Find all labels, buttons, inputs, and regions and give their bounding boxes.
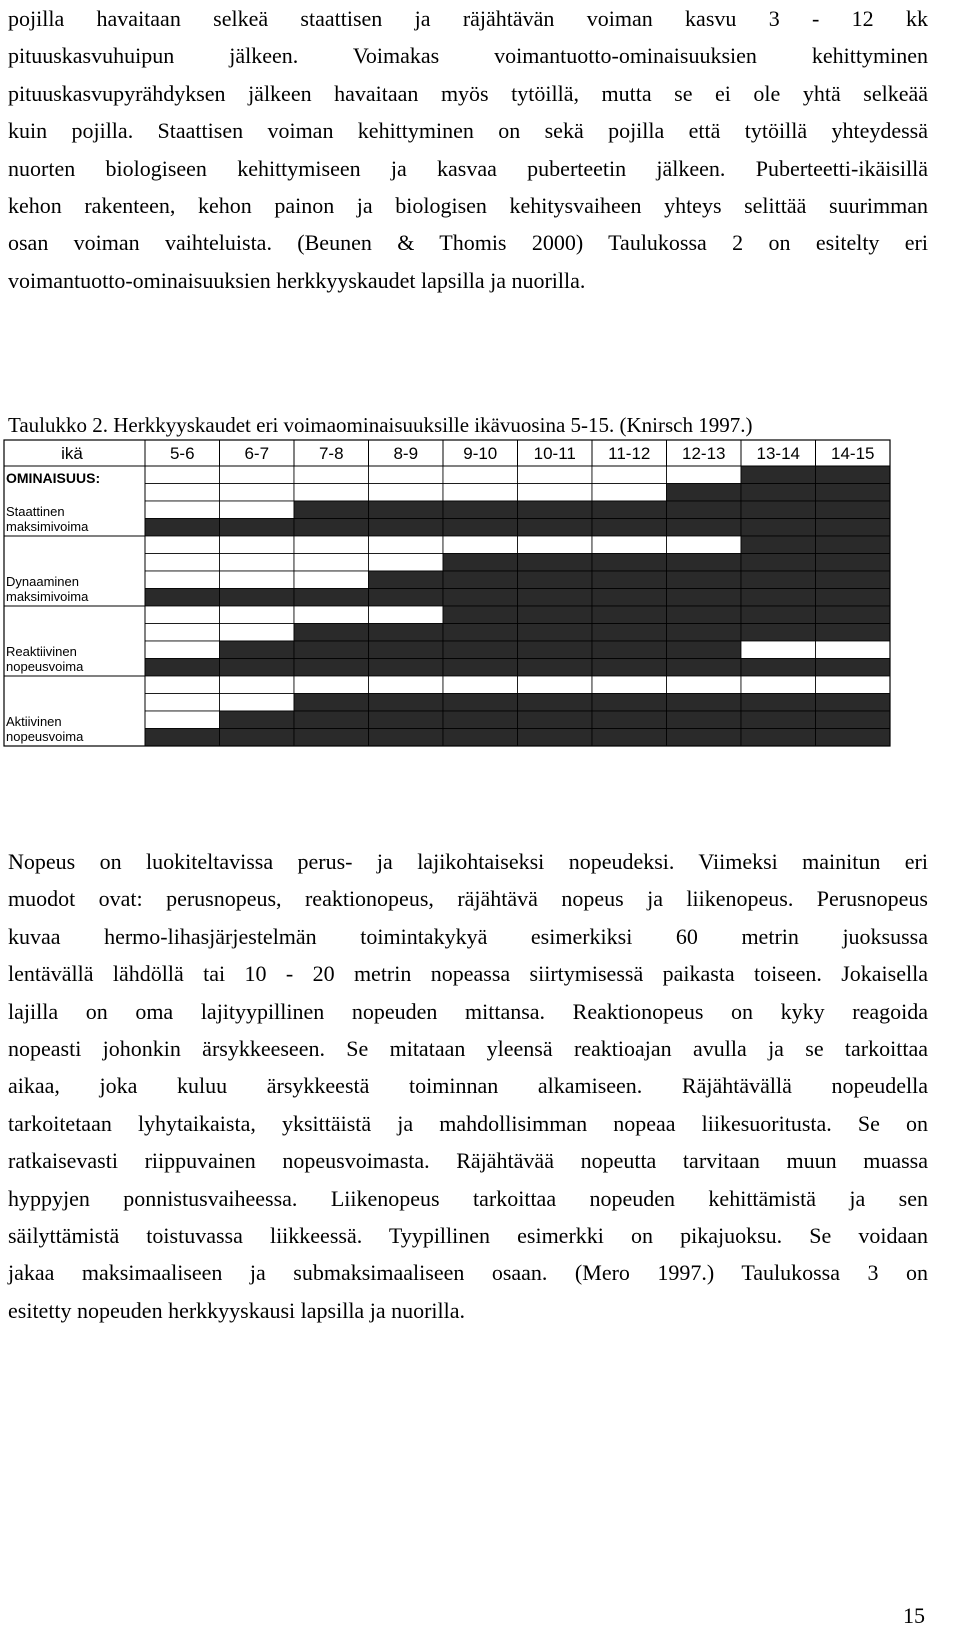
row-label-4-line-1: Aktiivinen [6, 714, 62, 729]
table-cell [443, 624, 518, 642]
table-cell [443, 606, 518, 624]
table-cell [741, 536, 816, 554]
table-cell [443, 676, 518, 694]
table-cell [443, 536, 518, 554]
table-cell [667, 659, 742, 677]
table-cell [220, 729, 295, 747]
table-cell [369, 624, 444, 642]
table-cell [443, 711, 518, 729]
column-header-age-12-13: 12-13 [682, 444, 726, 463]
text-line: osan voiman vaihteluista. (Beunen & Thomis 2000) Taulukossa 2 on esitelty eri [8, 230, 928, 256]
table-cell [220, 501, 295, 519]
table-cell [816, 729, 891, 747]
table-cell [518, 676, 593, 694]
table-cell [667, 501, 742, 519]
row-label-1-line-2: maksimivoima [6, 519, 89, 534]
table-cell [741, 589, 816, 607]
table-cell [220, 519, 295, 537]
table-cell [294, 484, 369, 502]
table-cell [369, 571, 444, 589]
table-cell [816, 554, 891, 572]
table-cell [220, 659, 295, 677]
table-cell [816, 711, 891, 729]
table-cell [369, 536, 444, 554]
table-cell [145, 676, 220, 694]
table-cell [220, 641, 295, 659]
table-cell [220, 711, 295, 729]
table-cell [369, 484, 444, 502]
table-cell [294, 554, 369, 572]
column-header-age-6-7: 6-7 [244, 444, 270, 463]
table-cell [145, 554, 220, 572]
table-cell [145, 694, 220, 712]
table-cell [294, 589, 369, 607]
table-cell [592, 589, 667, 607]
text-line: kuvaa hermo-lihasjärjestelmän toimintakykyä esimerkiksi 60 metrin juoksussa [8, 923, 928, 949]
table-cell [220, 554, 295, 572]
table-cell [220, 606, 295, 624]
table-cell [369, 694, 444, 712]
table-cell [592, 624, 667, 642]
table-cell [592, 571, 667, 589]
table-cell [369, 676, 444, 694]
table-cell [741, 711, 816, 729]
table-cell [741, 624, 816, 642]
table-cell [145, 484, 220, 502]
table-cell [294, 606, 369, 624]
table-cell [667, 554, 742, 572]
text-line: hyppyjen ponnistusvaiheessa. Liikenopeus tarkoittaa nopeuden kehittämistä ja sen [8, 1185, 928, 1211]
text-line: voimantuotto-ominaisuuksien herkkyyskaudet lapsilla ja nuorilla. [8, 267, 586, 293]
table-cell [518, 536, 593, 554]
table-cell [369, 729, 444, 747]
table-cell [518, 466, 593, 484]
table-cell [294, 676, 369, 694]
table-cell [145, 729, 220, 747]
table-caption: Taulukko 2. Herkkyyskaudet eri voimaominaisuuksille ikävuosina 5-15. (Knirsch 1997.) [8, 413, 753, 437]
table-cell [443, 641, 518, 659]
row-label-1-line-1: Staattinen [6, 504, 65, 519]
table-cell [816, 694, 891, 712]
table-cell [667, 694, 742, 712]
table-cell [294, 694, 369, 712]
table-cell [145, 624, 220, 642]
table-cell [220, 484, 295, 502]
table-cell [443, 484, 518, 502]
table-cell [294, 501, 369, 519]
text-line: muodot ovat: perusnopeus, reaktionopeus, räjähtävä nopeus ja liikenopeus. Perusnopeus [8, 886, 928, 912]
table-cell [816, 466, 891, 484]
table-cell [741, 659, 816, 677]
table-cell [145, 571, 220, 589]
table-cell [294, 729, 369, 747]
header-age-label: ikä [61, 444, 83, 463]
table-cell [518, 694, 593, 712]
table-cell [369, 589, 444, 607]
table-cell [369, 466, 444, 484]
table-cell [518, 659, 593, 677]
column-header-age-8-9: 8-9 [393, 444, 419, 463]
table-cell [741, 729, 816, 747]
table-cell [294, 571, 369, 589]
column-header-age-14-15: 14-15 [831, 444, 875, 463]
text-line: tarkoitetaan lyhytaikaista, yksittäistä ja mahdollisimman nopeaa liikesuoritusta. Se on [8, 1110, 928, 1136]
row-label-4-line-2: nopeusvoima [6, 729, 84, 744]
table-cell [816, 484, 891, 502]
table-cell [592, 554, 667, 572]
table-cell [145, 659, 220, 677]
table-cell [816, 606, 891, 624]
table-cell [294, 624, 369, 642]
table-cell [145, 606, 220, 624]
table-cell [145, 641, 220, 659]
paragraph-bottom [8, 843, 928, 1329]
table-cell [294, 711, 369, 729]
row-label-3-line-2: nopeusvoima [6, 659, 84, 674]
table-cell [220, 624, 295, 642]
table-cell [816, 676, 891, 694]
table-cell [816, 571, 891, 589]
table-cell [592, 729, 667, 747]
table-cell [667, 589, 742, 607]
table-cell [220, 694, 295, 712]
table-cell [816, 589, 891, 607]
table-cell [145, 501, 220, 519]
table-cell [741, 694, 816, 712]
table-cell [667, 676, 742, 694]
table-cell [592, 676, 667, 694]
table-cell [667, 641, 742, 659]
table-cell [741, 641, 816, 659]
table-cell [667, 484, 742, 502]
text-line: lajilla on oma lajityypillinen nopeuden mittansa. Reaktionopeus on kyky reagoida [8, 998, 928, 1024]
table-cell [741, 571, 816, 589]
table-cell [369, 606, 444, 624]
table-cell [741, 484, 816, 502]
table-cell [443, 694, 518, 712]
table-cell [294, 536, 369, 554]
text-line: lentävällä lähdöllä tai 10 - 20 metrin nopeassa siirtymisessä paikasta toiseen. Jokaisella [8, 961, 928, 987]
table-cell [592, 659, 667, 677]
table-cell [741, 519, 816, 537]
table-cell [667, 624, 742, 642]
table-cell [592, 484, 667, 502]
table-cell [443, 729, 518, 747]
row-label-2-line-1: Dynaaminen [6, 574, 79, 589]
table-cell [816, 641, 891, 659]
table-cell [816, 536, 891, 554]
table-cell [443, 519, 518, 537]
table-cell [741, 676, 816, 694]
table-cell [294, 466, 369, 484]
table-cell [592, 694, 667, 712]
table-cell [667, 606, 742, 624]
column-header-age-7-8: 7-8 [318, 444, 344, 463]
table-cell [592, 501, 667, 519]
row-label-3-line-1: Reaktiivinen [6, 644, 77, 659]
table-cell [518, 624, 593, 642]
table-cell [220, 571, 295, 589]
table-cell [443, 466, 518, 484]
text-line: pituuskasvupyrähdyksen jälkeen havaitaan myös tytöillä, mutta se ei ole yhtä selkeää [8, 80, 928, 106]
table-cell [369, 641, 444, 659]
table-cell [667, 711, 742, 729]
table-cell [294, 641, 369, 659]
table-cell [294, 519, 369, 537]
table-cell [518, 484, 593, 502]
text-line: säilyttämistä toistuvassa liikkeessä. Tyypillinen esimerkki on pikajuoksu. Se voidaan [8, 1222, 928, 1248]
table-cell [592, 606, 667, 624]
row-label-2-line-2: maksimivoima [6, 589, 89, 604]
page-number: 15 [903, 1603, 925, 1628]
table-cell [518, 729, 593, 747]
table-cell [816, 659, 891, 677]
table-cell [518, 554, 593, 572]
table-cell [145, 589, 220, 607]
table-cell [741, 466, 816, 484]
column-header-age-10-11: 10-11 [533, 444, 576, 463]
table-cell [145, 711, 220, 729]
table-cell [518, 519, 593, 537]
table-cell [816, 501, 891, 519]
table-cell [667, 519, 742, 537]
table-cell [443, 501, 518, 519]
table-cell [592, 711, 667, 729]
table-cell [518, 606, 593, 624]
table-cell [816, 519, 891, 537]
table-cell [220, 466, 295, 484]
column-header-age-11-12: 11-12 [608, 444, 651, 463]
table-cell [816, 624, 891, 642]
table-cell [592, 536, 667, 554]
table-cell [369, 554, 444, 572]
column-header-age-5-6: 5-6 [169, 444, 195, 463]
table-cell [518, 589, 593, 607]
text-line: ratkaisevasti riippuvainen nopeusvoimasta. Räjähtävää nopeutta tarvitaan muun muassa [8, 1148, 928, 1174]
table-cell [741, 554, 816, 572]
text-line: pojilla havaitaan selkeä staattisen ja räjähtävän voiman kasvu 3 - 12 kk [8, 6, 928, 31]
table-cell [592, 641, 667, 659]
table-cell [369, 519, 444, 537]
table-cell [145, 519, 220, 537]
table-cell [592, 519, 667, 537]
table-cell [443, 659, 518, 677]
table-cell [518, 641, 593, 659]
table-cell [145, 536, 220, 554]
text-line: kehon rakenteen, kehon painon ja biologisen kehitysvaiheen yhteys selittää suurimman [8, 192, 928, 218]
table-cell [518, 501, 593, 519]
table-cell [369, 501, 444, 519]
text-line: nopeasti johonkin ärsykkeeseen. Se mitataan yleensä reaktioajan avulla ja se tarkoittaa [8, 1035, 928, 1061]
text-line: jakaa maksimaaliseen ja submaksimaaliseen osaan. (Mero 1997.) Taulukossa 3 on [8, 1260, 928, 1286]
table-cell [220, 536, 295, 554]
table-cell [592, 466, 667, 484]
text-line: nuorten biologiseen kehittymiseen ja kasvaa puberteetin jälkeen. Puberteetti-ikäisillä [8, 155, 928, 181]
table-cell [443, 589, 518, 607]
table-cell [220, 589, 295, 607]
table-cell [369, 711, 444, 729]
table-cell [667, 729, 742, 747]
table-cell [145, 466, 220, 484]
table-cell [667, 536, 742, 554]
text-line: pituuskasvuhuipun jälkeen. Voimakas voimantuotto-ominaisuuksien kehittyminen [8, 43, 928, 69]
table-cell [443, 571, 518, 589]
text-line: aikaa, joka kuluu ärsykkeestä toiminnan alkamiseen. Räjähtävällä nopeudella [8, 1073, 928, 1099]
column-header-age-9-10: 9-10 [463, 444, 498, 463]
table-cell [369, 659, 444, 677]
table-cell [667, 571, 742, 589]
table-cell [518, 711, 593, 729]
table-cell [220, 676, 295, 694]
table-cell [294, 659, 369, 677]
column-header-age-13-14: 13-14 [756, 444, 800, 463]
table-cell [443, 554, 518, 572]
table-cell [741, 606, 816, 624]
text-line: kuin pojilla. Staattisen voiman kehittyminen on sekä pojilla että tytöillä yhteydessä [8, 118, 928, 144]
text-line: esitetty nopeuden herkkyyskausi lapsilla ja nuorilla. [8, 1297, 466, 1323]
text-line: Nopeus on luokiteltavissa perus- ja lajikohtaiseksi nopeudeksi. Viimeksi mainitun eri [8, 849, 928, 874]
row-header-label: OMINAISUUS: [6, 470, 101, 486]
table-cell [518, 571, 593, 589]
table-cell [667, 466, 742, 484]
table-cell [741, 501, 816, 519]
